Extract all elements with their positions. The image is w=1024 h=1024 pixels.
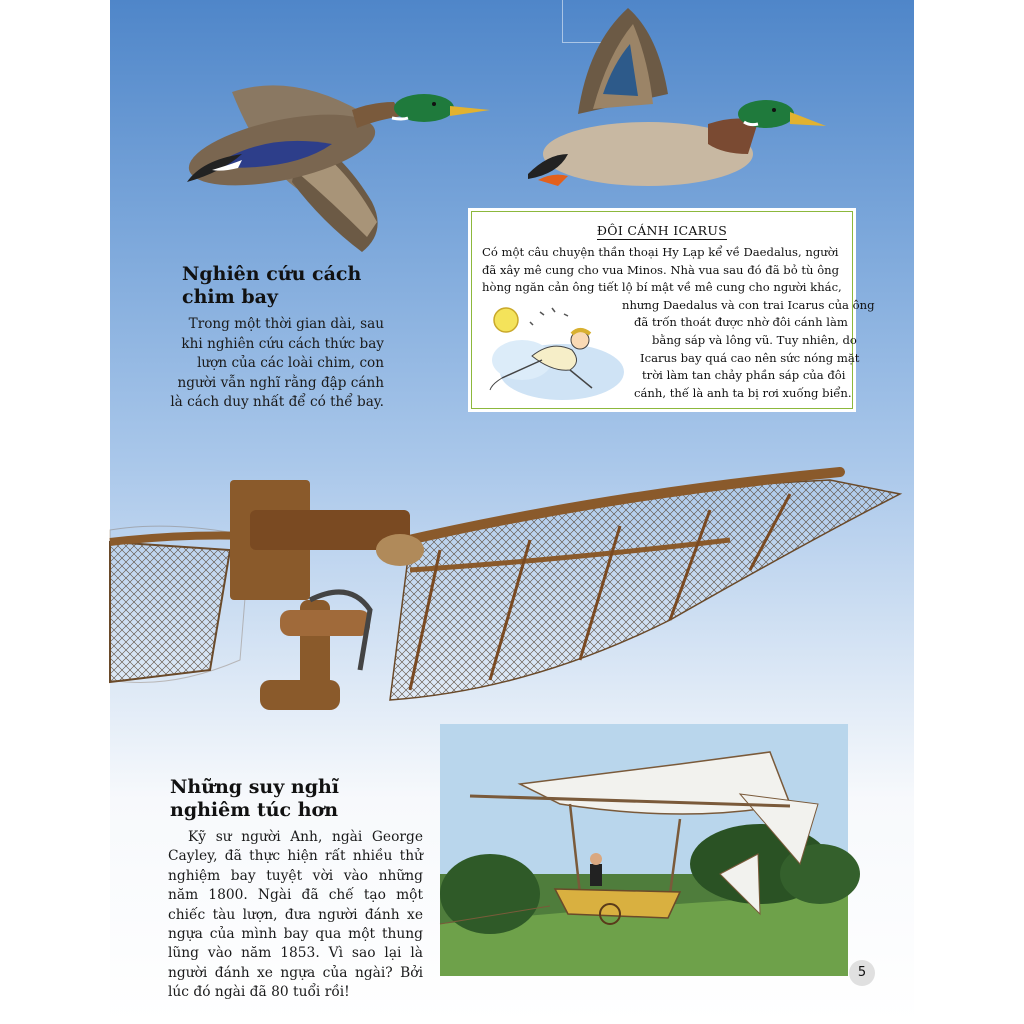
icarus-illustration [482, 300, 622, 405]
paragraph: Trong một thời gian dài, sau khi nghiên cứu cách thức bay lượn của các loài chim, con người vẫn nghĩ rằng đập cánh là cách duy nhất để có thể bay. [170, 316, 384, 410]
wooden-ornithopter-image [110, 450, 914, 760]
page-number: 5 [849, 960, 875, 986]
icarus-sidebar-box [468, 208, 875, 412]
section-heading-bird-flight: Nghiên cứu cách chim bay [182, 263, 362, 308]
sidebar-line: Icarus bay quá cao nên sức nóng mặt [640, 350, 860, 365]
sidebar-line: cánh, thế là anh ta bị rơi xuống biển. [634, 385, 852, 400]
cayley-glider-photo [440, 724, 848, 976]
sidebar-line: đã trốn thoát được nhờ đôi cánh làm [634, 315, 848, 330]
sidebar-line: nhưng Daedalus và con trai Icarus của ông [622, 297, 875, 312]
sidebar-line: hòng ngăn cản ông tiết lộ bí mật về mê cung cho người khác, [482, 280, 842, 295]
sidebar-line: đã xây mê cung cho vua Minos. Nhà vua sau đó đã bỏ tù ông [482, 262, 840, 277]
section-body-serious-thoughts [168, 828, 423, 1003]
sidebar-frame [471, 211, 875, 409]
sidebar-title [472, 223, 852, 238]
sidebar-line: trời làm tan chảy phần sáp của đôi [642, 368, 846, 383]
sidebar-title-text: ĐÔI CÁNH ICARUS [596, 223, 728, 238]
section-heading-serious-thoughts: Những suy nghĩ nghiêm túc hơn [170, 776, 340, 821]
mallard-duck-left-image [172, 72, 492, 262]
section-body-bird-flight [168, 315, 384, 413]
paragraph: Kỹ sư người Anh, ngài George Cayley, đã thực hiện rất nhiều thử nghiệm bay tuyệt vời vào những năm 1800. Ngài đã chế tạo một chiếc tàu lượn, đưa người đánh xe ngựa của mình bay qua một thung lũng vào năm 1853. Vì sao lại là người đánh xe ngựa của ngài? Bởi lúc đó ngài đã 80 tuổi rồi! [168, 829, 423, 1001]
sidebar-line: bằng sáp và lông vũ. Tuy nhiên, do [652, 332, 857, 347]
mallard-duck-right-image [508, 4, 828, 194]
sidebar-line: Có một câu chuyện thần thoại Hy Lạp kể về Daedalus, người [482, 245, 839, 259]
page [110, 0, 914, 1024]
